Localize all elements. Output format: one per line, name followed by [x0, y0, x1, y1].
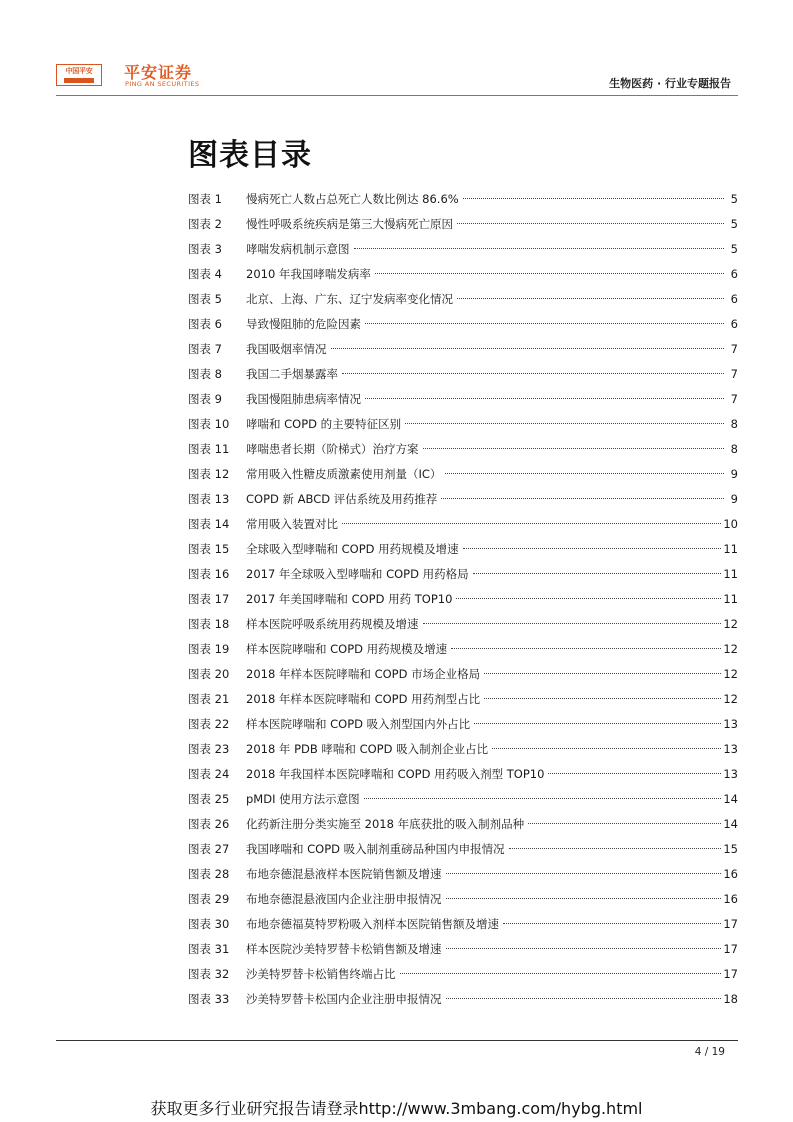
toc-dot-leader	[528, 823, 721, 824]
toc-entry-page: 12	[723, 642, 738, 656]
toc-dot-leader	[463, 548, 722, 549]
toc-entry-label: 图表 5	[188, 292, 222, 306]
toc-entry-title: 布地奈德混悬液国内企业注册申报情况	[246, 892, 442, 906]
toc-entry-title: 常用吸入装置对比	[246, 517, 338, 531]
toc-entry-page: 13	[723, 767, 738, 781]
toc-entry-label: 图表 26	[188, 817, 230, 831]
toc-entry-title: 布地奈德混悬液样本医院销售额及增速	[246, 867, 442, 881]
toc-entry-label: 图表 4	[188, 267, 222, 281]
toc-entry-page: 11	[723, 542, 738, 556]
toc-entry-title: 全球吸入型哮喘和 COPD 用药规模及增速	[246, 542, 459, 556]
toc-dot-leader	[503, 923, 721, 924]
toc-entry-page: 13	[723, 742, 738, 756]
toc-dot-leader	[446, 873, 722, 874]
toc-entry-label: 图表 9	[188, 392, 222, 406]
toc-entry[interactable]	[188, 962, 738, 987]
toc-entry-label: 图表 21	[188, 692, 230, 706]
toc-dot-leader	[509, 848, 722, 849]
toc-entry-title: 导致慢阻肺的危险因素	[246, 317, 361, 331]
toc-entry-label: 图表 18	[188, 617, 230, 631]
toc-entry-label: 图表 11	[188, 442, 230, 456]
toc-dot-leader	[445, 473, 724, 474]
toc-entry[interactable]	[188, 837, 738, 862]
company-logo-badge	[56, 64, 102, 86]
toc-entry-page: 16	[723, 892, 738, 906]
toc-entry[interactable]	[188, 312, 738, 337]
toc-entry-title: 我国二手烟暴露率	[246, 367, 338, 381]
toc-entry-title: 沙美特罗替卡松销售终端占比	[246, 967, 396, 981]
toc-dot-leader	[457, 298, 724, 299]
toc-entry[interactable]	[188, 212, 738, 237]
toc-dot-leader	[548, 773, 721, 774]
toc-entry-title: 样本医院呼吸系统用药规模及增速	[246, 617, 419, 631]
toc-entry-page: 9	[730, 492, 738, 506]
toc-entry-page: 5	[730, 242, 738, 256]
toc-entry[interactable]	[188, 862, 738, 887]
company-name: 平安证券	[124, 63, 193, 82]
logo-badge-text: 中国平安	[65, 67, 93, 75]
toc-entry-label: 图表 32	[188, 967, 230, 981]
toc-entry-page: 7	[730, 367, 738, 381]
toc-entry-label: 图表 24	[188, 767, 230, 781]
toc-entry-page: 7	[730, 342, 738, 356]
header-divider	[56, 95, 738, 96]
toc-entry-title: 2018 年样本医院哮喘和 COPD 市场企业格局	[246, 667, 481, 681]
toc-entry-label: 图表 12	[188, 467, 230, 481]
toc-dot-leader	[474, 723, 721, 724]
toc-entry[interactable]	[188, 437, 738, 462]
toc-entry[interactable]	[188, 512, 738, 537]
toc-entry[interactable]	[188, 387, 738, 412]
toc-entry-title: 北京、上海、广东、辽宁发病率变化情况	[246, 292, 453, 306]
toc-entry-page: 16	[723, 867, 738, 881]
toc-entry-label: 图表 19	[188, 642, 230, 656]
toc-dot-leader	[484, 698, 721, 699]
toc-entry-page: 8	[730, 442, 738, 456]
toc-entry-title: 2018 年我国样本医院哮喘和 COPD 用药吸入剂型 TOP10	[246, 767, 545, 781]
toc-entry-page: 7	[730, 392, 738, 406]
toc-dot-leader	[342, 523, 721, 524]
footer-divider	[56, 1040, 738, 1041]
toc-entry-label: 图表 27	[188, 842, 230, 856]
toc-entry[interactable]	[188, 612, 738, 637]
logo-badge-bar	[64, 78, 94, 83]
toc-entry-title: 2018 年 PDB 哮喘和 COPD 吸入制剂企业占比	[246, 742, 489, 756]
toc-entry-title: 哮喘和 COPD 的主要特征区别	[246, 417, 402, 431]
toc-entry-label: 图表 22	[188, 717, 230, 731]
toc-entry-label: 图表 16	[188, 567, 230, 581]
page-title: 图表目录	[188, 138, 312, 173]
toc-dot-leader	[456, 598, 721, 599]
toc-entry[interactable]	[188, 912, 738, 937]
toc-entry-title: 沙美特罗替卡松国内企业注册申报情况	[246, 992, 442, 1006]
toc-dot-leader	[446, 998, 722, 999]
toc-entry-page: 6	[730, 292, 738, 306]
toc-entry[interactable]	[188, 187, 738, 212]
table-of-figures	[188, 187, 738, 1012]
toc-entry-label: 图表 30	[188, 917, 230, 931]
toc-entry-title: 我国哮喘和 COPD 吸入制剂重磅品种国内申报情况	[246, 842, 505, 856]
toc-entry-page: 6	[730, 267, 738, 281]
toc-dot-leader	[423, 623, 722, 624]
company-subtitle: PING AN SECURITIES	[125, 80, 200, 88]
toc-entry-label: 图表 3	[188, 242, 222, 256]
toc-entry-title: 2017 年全球吸入型哮喘和 COPD 用药格局	[246, 567, 469, 581]
toc-entry-label: 图表 14	[188, 517, 230, 531]
toc-entry-label: 图表 29	[188, 892, 230, 906]
report-type: 生物医药 · 行业专题报告	[609, 77, 731, 90]
toc-dot-leader	[484, 673, 721, 674]
toc-entry-title: 我国慢阻肺患病率情况	[246, 392, 361, 406]
toc-entry[interactable]	[188, 587, 738, 612]
toc-entry-title: 哮喘患者长期（阶梯式）治疗方案	[246, 442, 419, 456]
toc-entry[interactable]	[188, 762, 738, 787]
toc-entry[interactable]	[188, 412, 738, 437]
toc-dot-leader	[342, 373, 724, 374]
toc-entry[interactable]	[188, 887, 738, 912]
toc-dot-leader	[405, 423, 724, 424]
toc-dot-leader	[364, 798, 722, 799]
toc-entry-page: 6	[730, 317, 738, 331]
toc-entry-label: 图表 31	[188, 942, 230, 956]
toc-dot-leader	[441, 498, 724, 499]
toc-entry[interactable]	[188, 487, 738, 512]
toc-entry-title: 2018 年样本医院哮喘和 COPD 用药剂型占比	[246, 692, 481, 706]
toc-dot-leader	[463, 198, 724, 199]
toc-entry-page: 8	[730, 417, 738, 431]
toc-entry-label: 图表 25	[188, 792, 230, 806]
page-header	[0, 0, 793, 100]
toc-entry[interactable]	[188, 337, 738, 362]
page-number: 4 / 19	[694, 1046, 725, 1058]
toc-entry-page: 18	[723, 992, 738, 1006]
toc-dot-leader	[354, 248, 725, 249]
toc-entry[interactable]	[188, 687, 738, 712]
toc-entry-page: 17	[723, 917, 738, 931]
toc-entry-page: 5	[730, 192, 738, 206]
toc-entry-label: 图表 1	[188, 192, 222, 206]
toc-entry[interactable]	[188, 737, 738, 762]
toc-entry-page: 14	[723, 817, 738, 831]
toc-dot-leader	[446, 948, 722, 949]
toc-entry[interactable]	[188, 662, 738, 687]
toc-entry-title: 哮喘发病机制示意图	[246, 242, 350, 256]
toc-entry-label: 图表 23	[188, 742, 230, 756]
toc-dot-leader	[457, 223, 724, 224]
toc-dot-leader	[473, 573, 722, 574]
watermark-link[interactable]: 获取更多行业研究报告请登录http://www.3mbang.com/hybg.html	[150, 1099, 643, 1118]
toc-entry-page: 15	[723, 842, 738, 856]
toc-entry-label: 图表 2	[188, 217, 222, 231]
toc-entry-label: 图表 7	[188, 342, 222, 356]
toc-dot-leader	[446, 898, 722, 899]
toc-entry-page: 9	[730, 467, 738, 481]
toc-entry-title: 我国吸烟率情况	[246, 342, 327, 356]
toc-entry-page: 17	[723, 967, 738, 981]
toc-dot-leader	[400, 973, 722, 974]
toc-entry-title: 化药新注册分类实施至 2018 年底获批的吸入制剂品种	[246, 817, 525, 831]
toc-entry[interactable]	[188, 787, 738, 812]
toc-entry[interactable]	[188, 987, 738, 1012]
toc-entry-label: 图表 10	[188, 417, 230, 431]
toc-entry-label: 图表 13	[188, 492, 230, 506]
toc-entry[interactable]	[188, 712, 738, 737]
toc-entry[interactable]	[188, 462, 738, 487]
toc-entry[interactable]	[188, 812, 738, 837]
toc-dot-leader	[365, 323, 724, 324]
toc-entry-page: 13	[723, 717, 738, 731]
toc-entry[interactable]	[188, 937, 738, 962]
toc-entry[interactable]	[188, 237, 738, 262]
toc-entry[interactable]	[188, 562, 738, 587]
toc-entry-title: 2010 年我国哮喘发病率	[246, 267, 371, 281]
toc-entry[interactable]	[188, 287, 738, 312]
toc-entry-label: 图表 17	[188, 592, 230, 606]
toc-entry-title: 常用吸入性糖皮质激素使用剂量（IC）	[246, 467, 442, 481]
toc-entry-title: 布地奈德福莫特罗粉吸入剂样本医院销售额及增速	[246, 917, 499, 931]
toc-entry-title: 样本医院沙美特罗替卡松销售额及增速	[246, 942, 442, 956]
toc-entry-title: 慢性呼吸系统疾病是第三大慢病死亡原因	[246, 217, 453, 231]
toc-entry[interactable]	[188, 262, 738, 287]
toc-entry-title: 样本医院哮喘和 COPD 吸入剂型国内外占比	[246, 717, 471, 731]
toc-entry-label: 图表 20	[188, 667, 230, 681]
toc-entry-title: 样本医院哮喘和 COPD 用药规模及增速	[246, 642, 448, 656]
toc-dot-leader	[375, 273, 724, 274]
toc-entry[interactable]	[188, 637, 738, 662]
toc-entry[interactable]	[188, 362, 738, 387]
toc-entry-label: 图表 28	[188, 867, 230, 881]
toc-entry-page: 11	[723, 592, 738, 606]
toc-entry[interactable]	[188, 537, 738, 562]
toc-entry-label: 图表 15	[188, 542, 230, 556]
toc-dot-leader	[451, 648, 721, 649]
toc-entry-page: 17	[723, 942, 738, 956]
toc-entry-page: 14	[723, 792, 738, 806]
toc-entry-page: 5	[730, 217, 738, 231]
toc-entry-label: 图表 6	[188, 317, 222, 331]
toc-dot-leader	[331, 348, 725, 349]
toc-dot-leader	[365, 398, 724, 399]
toc-entry-title: COPD 新 ABCD 评估系统及用药推荐	[246, 492, 438, 506]
toc-entry-page: 11	[723, 567, 738, 581]
toc-entry-page: 12	[723, 692, 738, 706]
toc-entry-page: 10	[723, 517, 738, 531]
toc-entry-title: 2017 年美国哮喘和 COPD 用药 TOP10	[246, 592, 453, 606]
toc-entry-title: pMDI 使用方法示意图	[246, 792, 360, 806]
toc-dot-leader	[423, 448, 725, 449]
toc-dot-leader	[492, 748, 721, 749]
toc-entry-label: 图表 8	[188, 367, 222, 381]
toc-entry-label: 图表 33	[188, 992, 230, 1006]
toc-entry-title: 慢病死亡人数占总死亡人数比例达 86.6%	[246, 192, 459, 206]
toc-entry-page: 12	[723, 667, 738, 681]
toc-entry-page: 12	[723, 617, 738, 631]
